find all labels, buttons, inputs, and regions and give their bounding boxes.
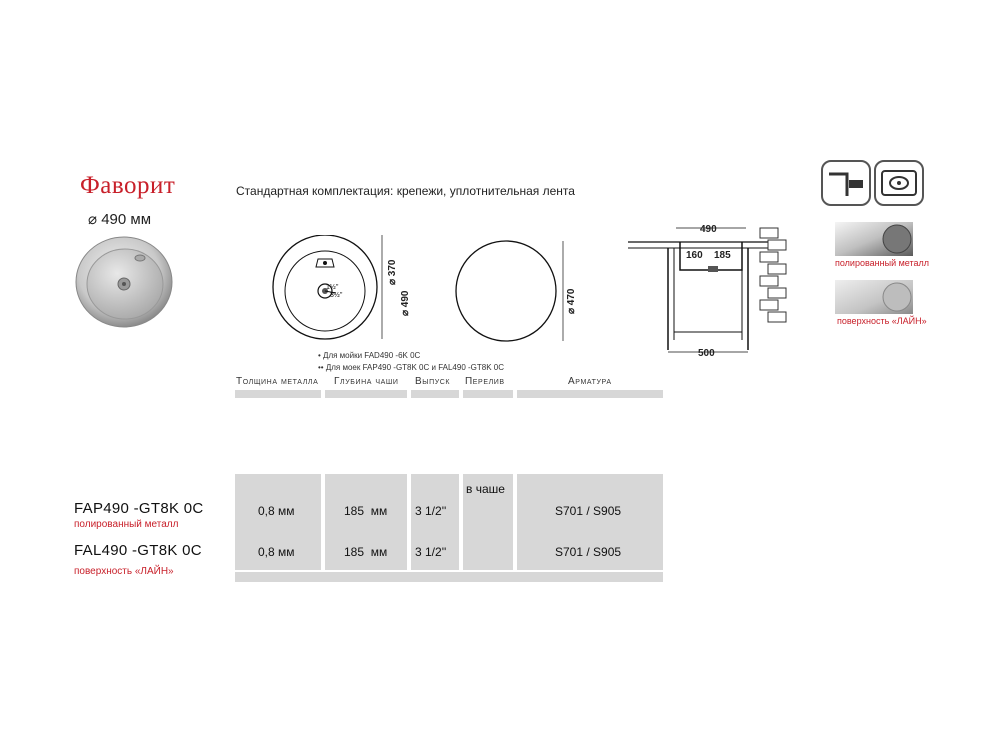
- header-outlet: Выпуск: [415, 376, 451, 387]
- header-thickness: Толщина металла: [236, 376, 319, 387]
- diameter-symbol-icon: ⌀: [88, 211, 98, 228]
- row2-thickness: 0,8 мм: [258, 545, 295, 559]
- diam-symbol-icon: ⌀: [400, 309, 411, 316]
- dim-370: ⌀ 370: [387, 259, 398, 285]
- overlay-mount-icon: [823, 162, 869, 204]
- row2-fittings: S701 / S905: [555, 545, 622, 559]
- header-strip: [517, 390, 663, 398]
- product-title: Фаворит: [80, 172, 176, 199]
- table-footer-strip: [235, 572, 663, 582]
- header-strip: [463, 390, 513, 398]
- swatch-line-label: поверхность «ЛАЙН»: [837, 316, 927, 326]
- note-2: •• Для моек FAP490 -GT8K 0C и FAL490 -GT8K 0C: [318, 363, 505, 372]
- overflow-note: в чаше: [466, 482, 505, 496]
- diameter-value: 490 мм: [101, 211, 152, 228]
- header-strip: [411, 390, 459, 398]
- drain-big-label: 3½'': [330, 292, 343, 299]
- note-1: • Для мойки FAD490 -6K 0C: [318, 351, 421, 360]
- mounting-icon: [821, 160, 871, 206]
- header-overflow: Перелив: [465, 376, 505, 387]
- diam-symbol-icon: ⌀: [387, 278, 398, 285]
- dim-470: ⌀ 470: [566, 288, 577, 314]
- swatch-polished-label: полированный металл: [835, 258, 930, 268]
- header-depth: Глубина чаши: [334, 376, 399, 387]
- swatch-polished: [835, 222, 913, 256]
- header-fittings: Арматура: [568, 376, 612, 387]
- row2-finish: поверхность «ЛАЙН»: [74, 566, 174, 577]
- cutout-drawing: [455, 240, 575, 345]
- swatch-line: [835, 280, 913, 314]
- row1-thickness: 0,8 мм: [258, 504, 295, 518]
- row1-model: FAP490 -GT8K 0C: [74, 500, 204, 517]
- dim-depth-160: 160: [686, 250, 703, 261]
- drain-small-label: 1½'': [326, 284, 339, 291]
- row1-outlet: 3 1/2'': [415, 504, 447, 518]
- section-drawing: [628, 222, 798, 360]
- bowl-outline-icon: [876, 162, 922, 204]
- round-bowl-icon: [874, 160, 924, 206]
- row2-model: FAL490 -GT8K 0C: [74, 542, 202, 559]
- header-strip: [325, 390, 407, 398]
- row1-finish: полированный металл: [74, 519, 179, 530]
- row2-depth: 185 мм: [344, 545, 388, 559]
- header-strip: [235, 390, 321, 398]
- row1-depth: 185 мм: [344, 504, 388, 518]
- dim-depth-185: 185: [714, 250, 731, 261]
- sink-photo: [74, 234, 174, 330]
- diam-symbol-icon: ⌀: [566, 307, 577, 314]
- dim-base-500: 500: [698, 348, 715, 359]
- standard-kit-text: Стандартная комплектация: крепежи, уплотнительная лента: [236, 184, 575, 198]
- row2-outlet: 3 1/2'': [415, 545, 447, 559]
- top-view-drawing: [270, 235, 420, 360]
- row1-fittings: S701 / S905: [555, 504, 622, 518]
- dim-490: ⌀ 490: [400, 290, 411, 316]
- dim-top-490: 490: [700, 224, 717, 235]
- diameter-label: [88, 210, 151, 228]
